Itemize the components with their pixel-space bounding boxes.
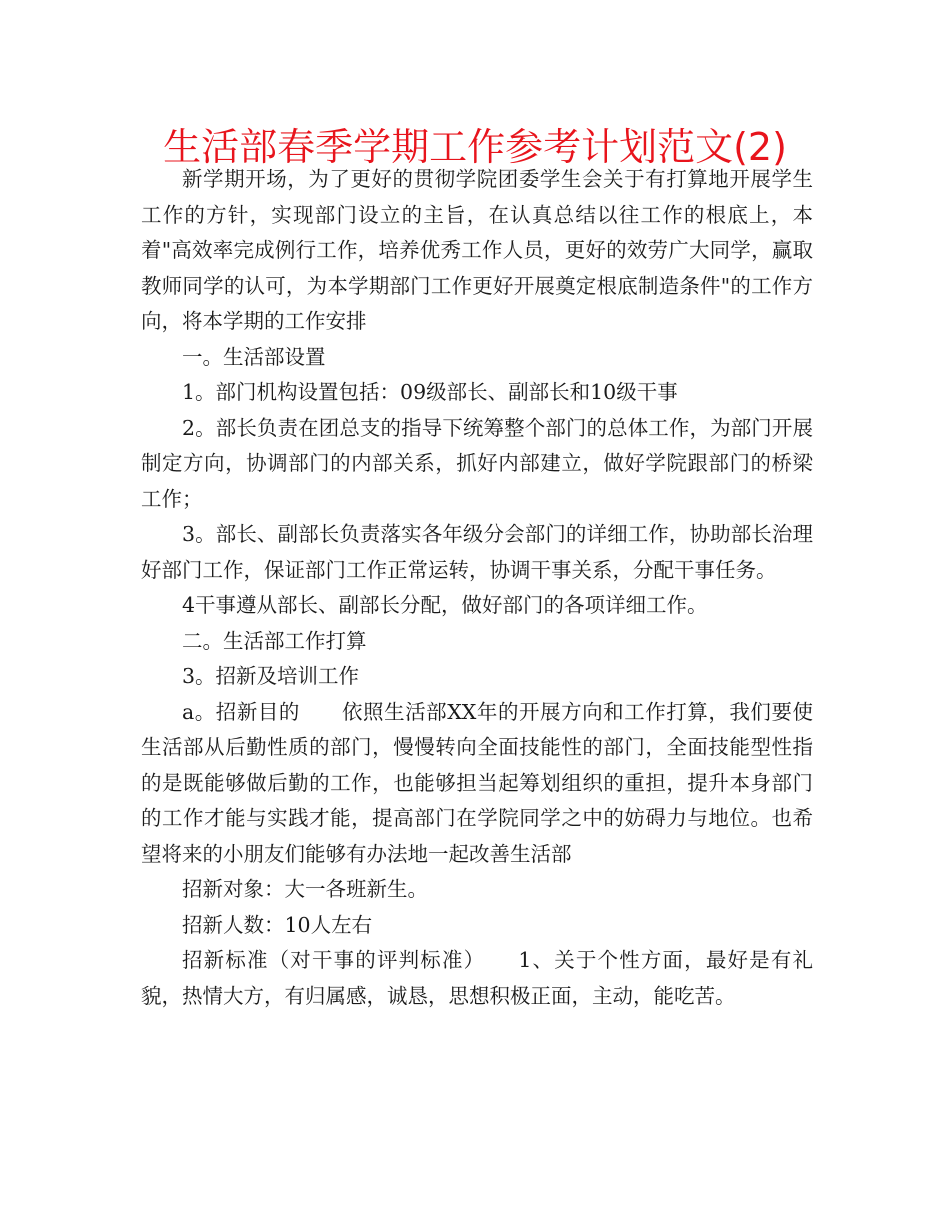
paragraph: 3。招新及培训工作: [182, 664, 360, 688]
paragraph: 4干事遵从部长、副部长分配，做好部门的各项详细工作。: [182, 593, 708, 617]
section-heading: 二。生活部工作打算: [182, 628, 367, 653]
paragraph: 3。部长、副部长负责落实各年级分会部门的详细工作，协助部长治理好部门工作，保证部门工作正常运转，协调干事关系，分配干事任务。: [141, 522, 813, 582]
section-heading: 一。生活部设置: [182, 344, 326, 369]
paragraph: 招新人数：10人左右: [182, 912, 373, 937]
document-body: [141, 162, 813, 1014]
paragraph: 1。部门机构设置包括：09级部长、副部长和10级干事: [182, 380, 678, 404]
paragraph: 新学期开场，为了更好的贯彻学院团委学生会关于有打算地开展学生工作的方针，实现部门设立的主旨，在认真总结以往工作的根底上，本着"高效率完成例行工作，培养优秀工作人员，更好的效劳广大同学，赢取教师同学的认可，为本学期部门工作更好开展奠定根底制造条件"的工作方向，将本学期的工作安排: [141, 167, 813, 333]
paragraph: 2。部长负责在团总支的指导下统筹整个部门的总体工作，为部门开展制定方向，协调部门的内部关系，抓好内部建立，做好学院跟部门的桥梁工作；: [141, 415, 813, 511]
document-title: 生活部春季学期工作参考计划范文(2): [163, 125, 787, 169]
paragraph: 招新标准（对干事的评判标准） 1、关于个性方面，最好是有礼貌，热情大方，有归属感，诚恳，思想积极正面，主动，能吃苦。: [141, 948, 813, 1008]
paragraph: a。招新目的 依照生活部XX年的开展方向和工作打算，我们要使生活部从后勤性质的部门，慢慢转向全面技能性的部门，全面技能型性指的是既能够做后勤的工作，也能够担当起筹划组织的重担，提升本身部门的工作才能与实践才能，提高部门在学院同学之中的妨碍力与地位。也希望将来的小朋友们能够有办法地一起改善生活部: [141, 699, 813, 866]
paragraph: 招新对象：大一各班新生。: [182, 877, 428, 901]
